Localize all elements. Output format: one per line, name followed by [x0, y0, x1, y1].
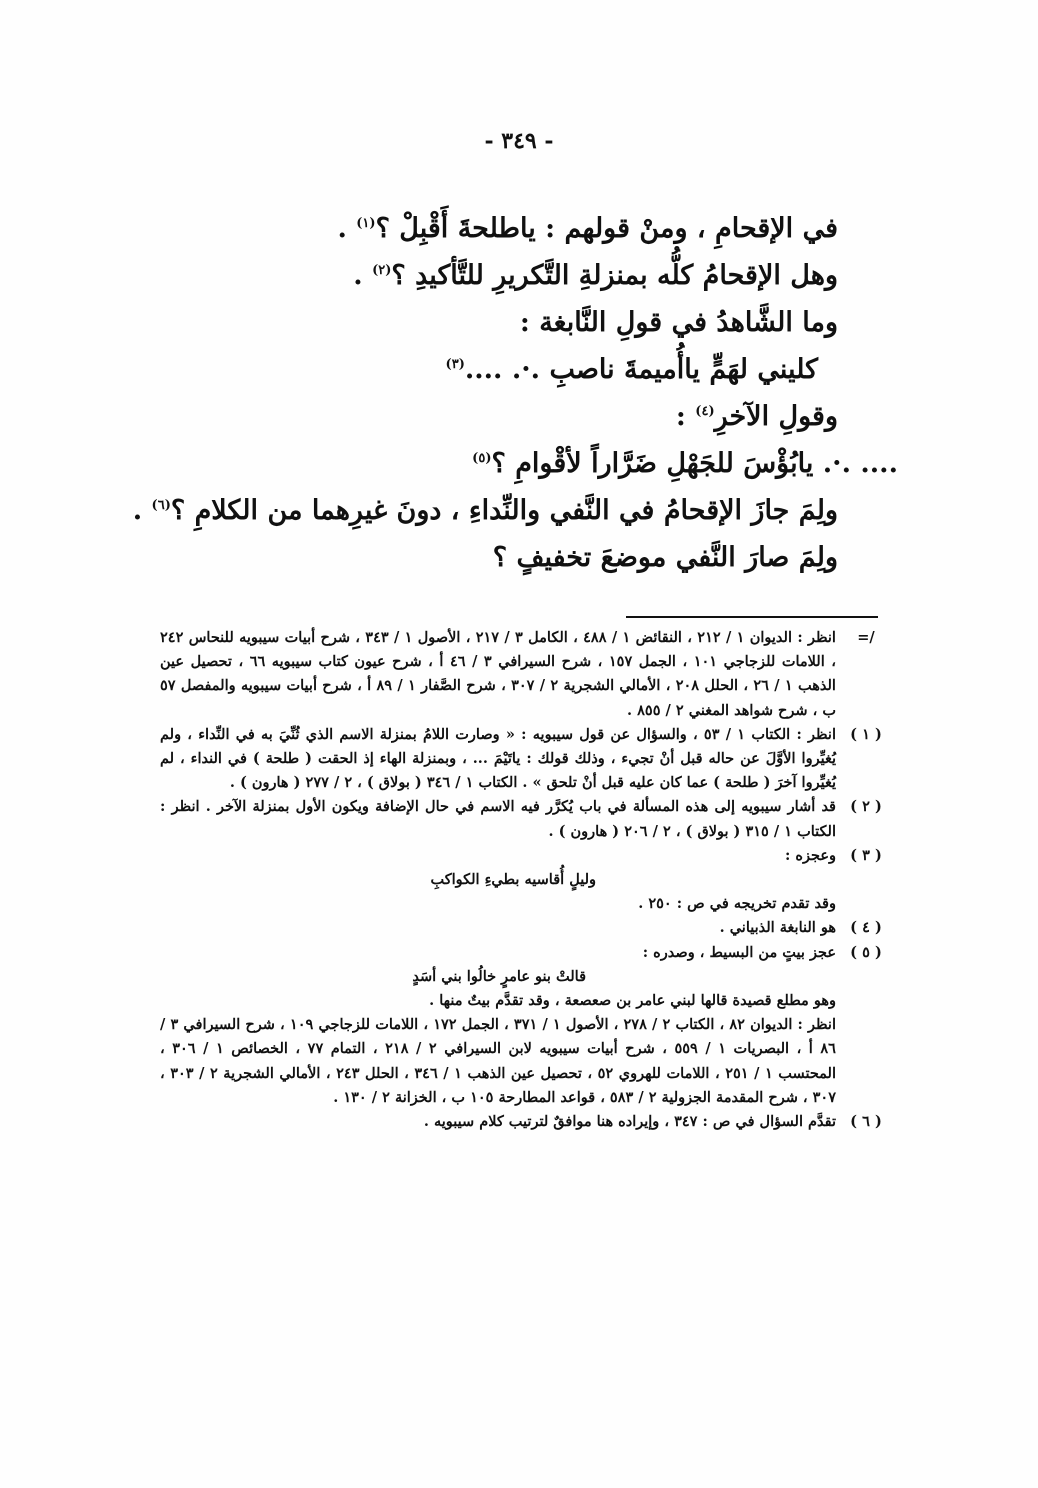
verse-line: .... .·. يابُؤْسَ للجَهْلِ ضَرَّاراً لأقْوامِ ؟$^{(٥)}$ [472, 448, 898, 479]
footnote [160, 941, 888, 1110]
footnote-verse: وليلٍ أُقاسيه بطيءِ الكواكبِ [430, 871, 596, 889]
footnote [160, 723, 888, 796]
footnote-text: وعجزه : [784, 846, 836, 864]
footnote-text: انظر : الديوان ٨٢ ، الكتاب ٢ / ٢٧٨ ، الأصول ١ / ٣٧١ ، الجمل ١٧٢ ، اللامات للزجاجي ١٠٩ ، شرح السيرافي ٣ / ٨٦ أ ، البصريات ١ / ٥٥٩ ، شرح أبيات سيبويه لابن السيرافي ٢ / ٢١٨ ، التمام ٧٧ ، الخصائص ١ / ٣٠٦ ، المحتسب ١ / ٢٥١ ، اللامات للهروي ٥٢ ، تحصيل عين الذهب ١ / ٣٤٦ ، الحلل ٢٤٣ ، الأمالي الشجرية ٢ / ٣٠٣ ، ٣٠٧ ، شرح المقدمة الجزولية ٢ / ٥٨٣ ، قواعد المطارحة ١٠٥ ب ، الخزانة ٢ / ١٣٠ . [160, 1016, 837, 1106]
footnote-mark: ( ٦ ) [850, 1113, 882, 1131]
text-line: ولِمَ صارَ النَّفي موضعَ تخفيفٍ ؟ [492, 542, 838, 573]
footnote-ref[interactable]: (٤) [695, 404, 715, 419]
footnote [160, 1110, 888, 1134]
footnote-ref[interactable]: (٥) [472, 451, 492, 466]
footnote [160, 795, 888, 843]
footnote [160, 916, 888, 940]
text-line: وقولِ الآخرِ$^{(٤)}$ : [675, 401, 838, 432]
footnote-mark: ( ٢ ) [850, 798, 882, 816]
footnote-text: انظر : الكتاب ١ / ٥٣ ، والسؤال عن قول سيبويه : « وصارت اللامُ بمنزلة الاسم الذي ثُنِّيَ به في النِّداء ، ولم يُغيِّروا الأوَّلَ عن حاله قبل أنْ تجيء ، وذلك قولك : ياتَيْمَ ... ، وبمنزلة الهاء إذ الحقت ( طلحة ) في النداء ، لم يُغيِّروا آخرَ ( طلحة ) عما كان عليه قبل أنْ تلحق » . الكتاب ١ / ٣٤٦ ( بولاق ) ، ٢ / ٢٧٧ ( هارون ) . [160, 725, 836, 792]
footnote-text: تقدَّم السؤال في ص : ٣٤٧ ، وإيراده هنا موافقٌ لترتيب كلام سيبويه . [423, 1113, 836, 1131]
footnote [160, 626, 888, 723]
footnote-divider [626, 616, 878, 618]
footnote-mark: ( ٣ ) [850, 846, 882, 864]
footnote-mark: ( ٤ ) [850, 919, 882, 937]
text-line: وهل الإقحامُ كلُّه بمنزلةِ التَّكريرِ للتَّأكيدِ ؟$^{(٢)}$ . [353, 260, 838, 291]
footnote-mark: /= [857, 629, 875, 646]
text-line: ولِمَ جازَ الإقحامُ في النَّفي والنِّداءِ ، دونَ غيرِهما من الكلامِ ؟$^{(٦)}$ . [132, 495, 838, 526]
footnote-text: انظر : الديوان ١ / ٢١٢ ، النقائض ١ / ٤٨٨ ، الكامل ٣ / ٢١٧ ، الأصول ١ / ٣٤٣ ، شرح أبيات سيبويه للنحاس ٢٤٢ ، اللامات للزجاجي ١٠١ ، الجمل ١٥٧ ، شرح السيرافي ٣ / ٤٦ أ ، شرح عيون كتاب سيبويه ٦٦ ، تحصيل عين الذهب ١ / ٢٦ ، الحلل ٢٠٨ ، الأمالي الشجرية ٢ / ٣٠٧ ، شرح الصَّفار ١ / ٨٩ أ ، شرح أبيات سيبويه والمفصل ٥٧ ب ، شرح شواهد المغني ٢ / ٨٥٥ . [160, 629, 836, 719]
verse-line: كليني لهَمٍّ ياأُميمةَ ناصبِ .·. ....$^{(٣)}$ [445, 354, 818, 385]
footnote-ref[interactable]: (٢) [372, 263, 392, 278]
footnote-ref[interactable]: (١) [356, 216, 376, 231]
main-text [118, 205, 898, 581]
footnote-mark: ( ١ ) [850, 725, 882, 743]
page-number: - ٣٤٩ - [484, 128, 554, 154]
text-line: في الإقحامِ ، ومنْ قولهم : ياطلحةَ أَقْبِلْ ؟$^{(١)}$ . [337, 213, 838, 244]
footnote-text: قد أشار سيبويه إلى هذه المسألة في باب يُكرَّر فيه الاسم في حال الإضافة ويكون الأول بمنزلة الآخر . انظر : الكتاب ١ / ٣١٥ ( بولاق ) ، ٢ / ٢٠٦ ( هارون ) . [160, 798, 836, 840]
footnote-text: هو النابغة الذبياني . [719, 919, 836, 937]
footnote-ref[interactable]: (٣) [445, 357, 465, 372]
footnote-text: عجز بيتٍ من البسيط ، وصدره : [642, 943, 836, 961]
footnote-ref[interactable]: (٦) [151, 498, 171, 513]
footnote-verse: قالتْ بنو عامرٍ خالُوا بني أسَدٍ [412, 967, 586, 985]
footnotes [160, 626, 888, 1134]
footnote-text: وهو مطلع قصيدة قالها لبني عامر بن صعصعة ، وقد تقدَّم بيتٌ منها . [429, 992, 836, 1010]
footnote-mark: ( ٥ ) [850, 943, 882, 961]
text-line: وما الشَّاهدُ في قولِ النَّابغة : [519, 307, 838, 338]
footnote [160, 844, 888, 917]
footnote-text: وقد تقدم تخريجه في ص : ٢٥٠ . [638, 895, 836, 913]
